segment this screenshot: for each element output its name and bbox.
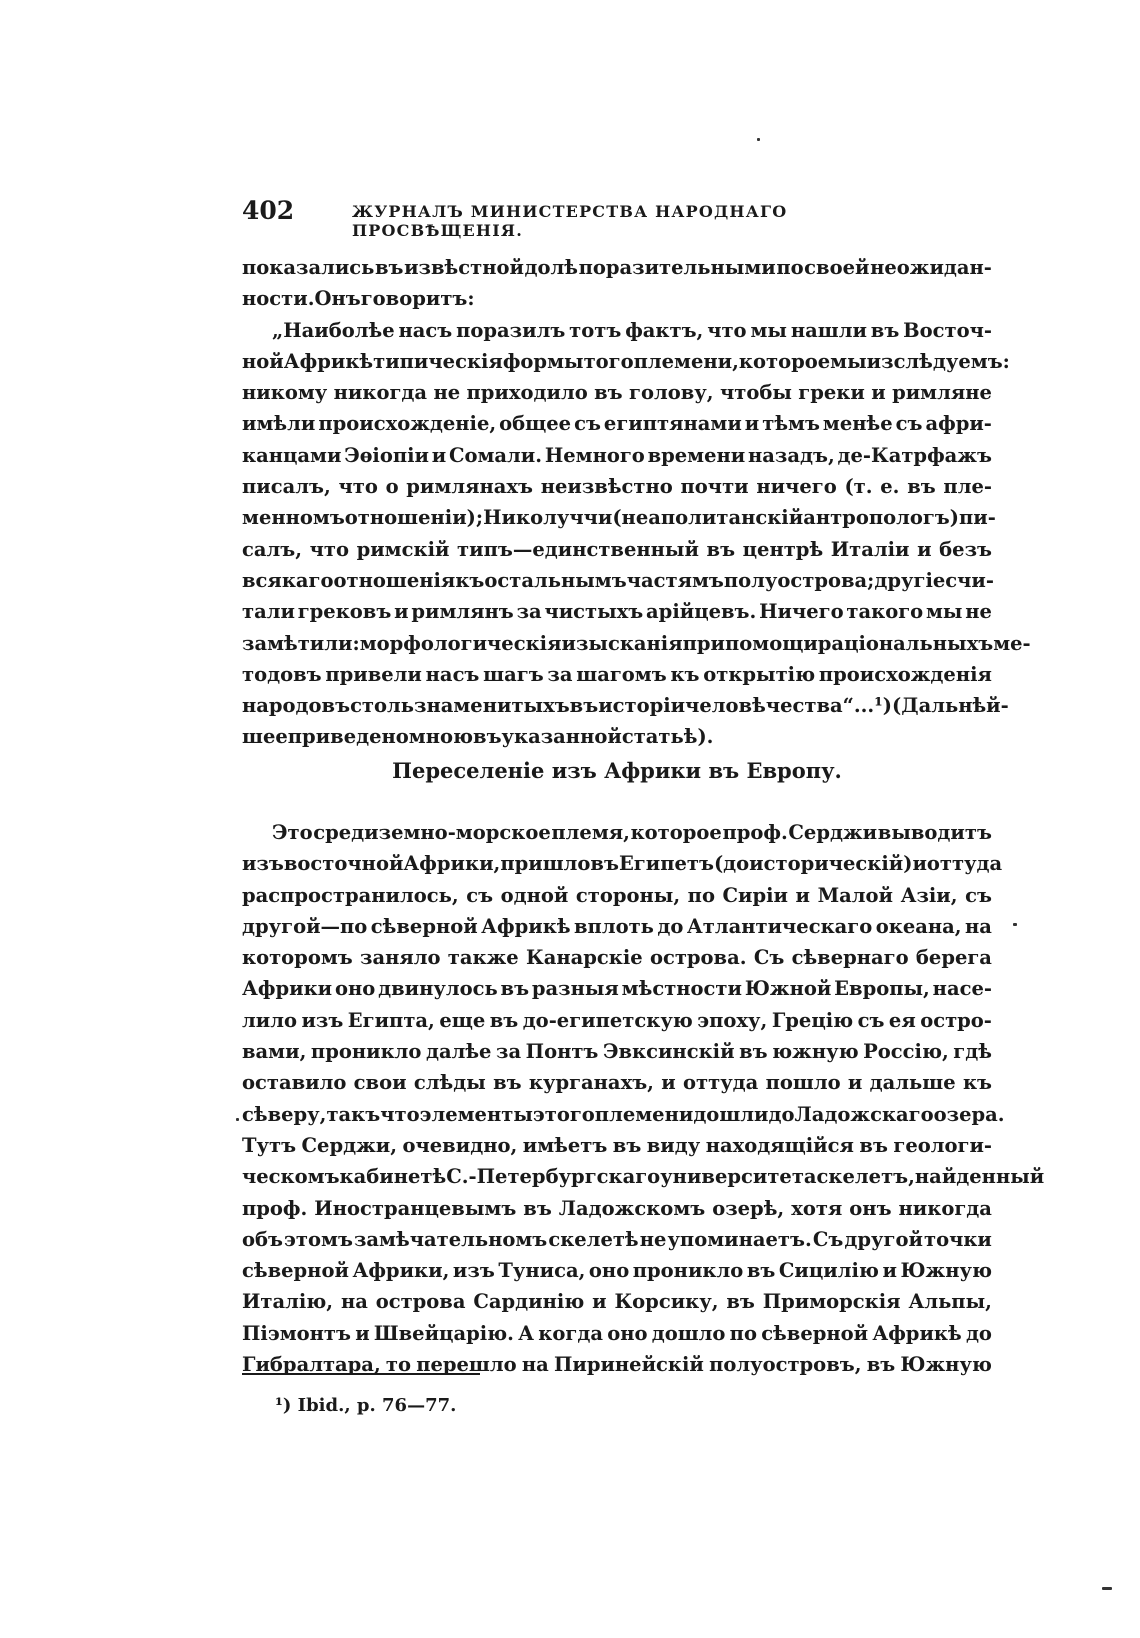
text-line: имѣли происхожденіе, общее съ египтянами и тѣмъ менѣе съ афри- [242, 412, 992, 436]
scan-speck [1013, 923, 1017, 926]
text-line: проф. Иностранцевымъ въ Ладожскомъ озерѣ, хотя онъ никогда [242, 1196, 992, 1220]
text-line: ной Африкѣ типическія формы того племени, которое мы изслѣдуемъ: [242, 349, 1010, 373]
text-line: менномъ отношеніи); Николуччи (неаполитанскій антропологъ) пи- [242, 506, 996, 530]
running-title: ЖУРНАЛЪ МИНИСТЕРСТВА НАРОДНАГО ПРОСВѢЩЕНІЯ. [352, 202, 788, 240]
body-text-block [242, 817, 1045, 1380]
text-line: Африки оно двинулось въ разныя мѣстности Южной Европы, насе- [242, 977, 992, 1001]
text-line: „Наиболѣе насъ поразилъ тотъ фактъ, что мы нашли въ Восточ- [272, 318, 992, 342]
text-line: распространилось, съ одной стороны, по Сиріи и Малой Азіи, съ [242, 883, 992, 907]
text-line: вами, проникло далѣе за Понтъ Эвксинскій въ южную Россію, гдѣ [242, 1040, 992, 1064]
section-heading: Переселеніе изъ Африки въ Европу. [392, 758, 842, 783]
text-line: лило изъ Египта, еще въ до-египетскую эпоху, Грецію съ ея остро- [242, 1008, 992, 1032]
text-line: всякаго отношенія къ остальнымъ частямъ полуострова; другіе счи- [242, 568, 994, 592]
text-line: оставило свои слѣды въ курганахъ, и оттуда пошло и дальше къ [242, 1071, 992, 1095]
text-line: никому никогда не приходило въ голову, чтобы греки и римляне [242, 381, 992, 405]
text-line: замѣтили: морфологическія изысканія при помощи раціональныхъ ме- [242, 631, 1031, 655]
footnote: ¹) Ibid., p. 76—77. [275, 1395, 457, 1416]
quotation-block [242, 252, 1031, 753]
text-line: Тутъ Серджи, очевидно, имѣетъ въ виду находящійся въ геологи- [242, 1133, 992, 1157]
text-line: другой—по сѣверной Африкѣ вплоть до Атлантическаго океана, на [242, 914, 992, 938]
text-line: писалъ, что о римлянахъ неизвѣстно почти ничего (т. е. въ пле- [242, 475, 992, 499]
text-line: канцами Эѳіопіи и Сомали. Немного времени назадъ, де-Катрфажъ [242, 443, 992, 467]
text-line: тали грековъ и римлянъ за чистыхъ арійцевъ. Ничего такого мы не [242, 600, 992, 624]
text-line: Это средиземно-морское племя, которое проф. Серджи выводитъ [272, 821, 992, 844]
text-line: объ этомъ замѣчательномъ скелетѣ не упоминаетъ. Съ другой точки [242, 1227, 992, 1251]
text-line: ческомъ кабинетѣ С.-Петербургскаго университета скелетъ, найденный [242, 1165, 1045, 1189]
text-line: сѣверной Африки, изъ Туниса, оно проникло въ Сицилію и Южную [242, 1259, 992, 1283]
page-number: 402 [242, 196, 295, 225]
text-line: народовъ столь знаменитыхъ въ исторіи человѣчества“... ¹) (Дальнѣй- [242, 694, 1009, 718]
scan-speck [236, 1118, 239, 1121]
page-header [242, 196, 902, 240]
text-line: шее приведено мною въ указанной статьѣ). [242, 725, 714, 749]
text-line: Піэмонтъ и Швейцарію. А когда оно дошло по сѣверной Африкѣ до [242, 1321, 992, 1345]
text-line: которомъ заняло также Канарскіе острова. Съ сѣвернаго берега [242, 946, 992, 970]
text-line: Гибралтара, то перешло на Пиринейскій полуостровъ, въ Южную [242, 1353, 992, 1377]
scan-speck [757, 138, 760, 141]
scan-speck [1102, 1587, 1112, 1590]
text-line: ности. Онъ говоритъ: [242, 287, 475, 311]
text-line: салъ, что римскій типъ—единственный въ центрѣ Италіи и безъ [242, 537, 992, 561]
text-line: тодовъ привели насъ шагъ за шагомъ къ открытію происхожденія [242, 662, 992, 686]
footnote-divider [242, 1373, 480, 1375]
text-line: изъ восточной Африки, пришло въ Египетъ (доисторическій) и оттуда [242, 852, 1003, 876]
text-line: Италію, на острова Сардинію и Корсику, въ Приморскія Альпы, [242, 1290, 992, 1314]
text-line: сѣверу, такъ что элементы этого племени дошли до Ладожскаго озера. [242, 1102, 1005, 1126]
text-line: показались въ извѣстной долѣ поразительными по своей неожидан- [242, 256, 992, 279]
